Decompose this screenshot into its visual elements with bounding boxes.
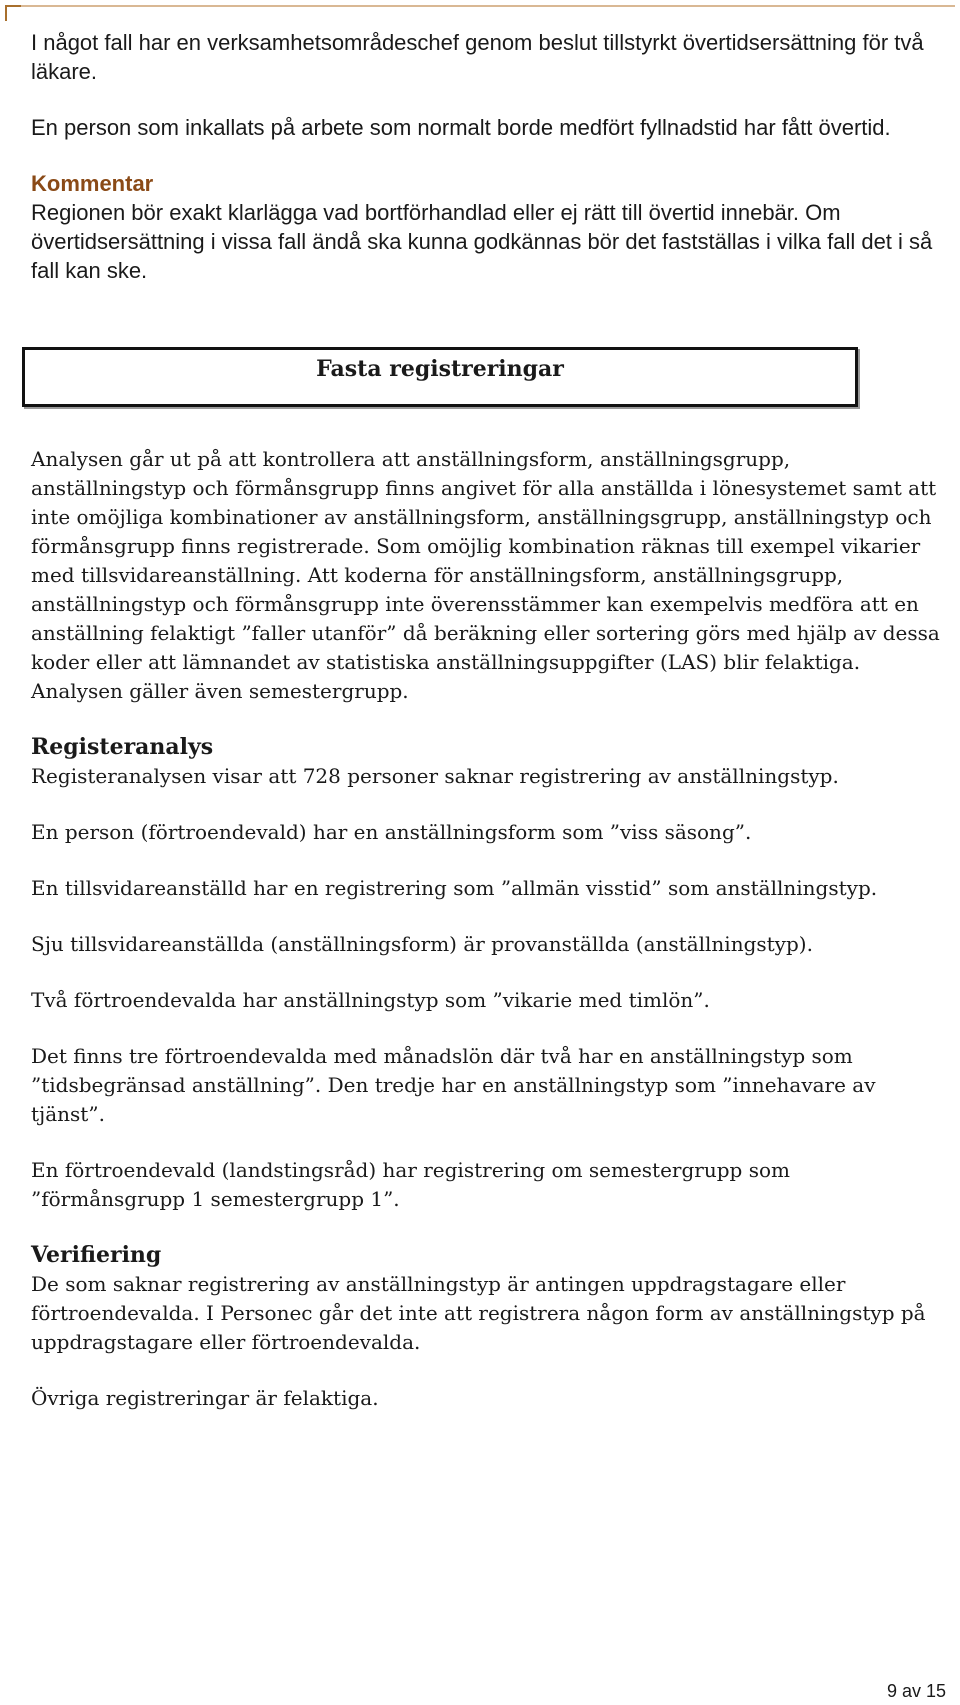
- intro-paragraph-1: I något fall har en verksamhetsområdeschef genom beslut tillstyrkt övertidsersättning för två läkare.: [31, 30, 924, 84]
- verifiering-body: De som saknar registrering av anställningstyp är antingen uppdragstagare eller förtroendevalda. I Personec går det inte att registrera någon form av anställningstyp på uppdragstagare eller förtroendevalda.: [31, 1272, 926, 1354]
- document-page: [31, 28, 943, 1440]
- registeranalys-body: Registeranalysen visar att 728 personer saknar registrering av anställningstyp.: [31, 764, 839, 788]
- registeranalys-item: Sju tillsvidareanställda (anställningsform) är provanställda (anställningstyp).: [31, 932, 813, 956]
- registeranalys-section: [31, 733, 943, 791]
- registeranalys-item: En person (förtroendevald) har en anställningsform som ”viss säsong”.: [31, 820, 752, 844]
- intro-paragraph-2: En person som inkallats på arbete som normalt borde medfört fyllnadstid har fått övertid.: [31, 115, 891, 140]
- kommentar-section: [31, 169, 943, 285]
- page-number: 9 av 15: [886, 1681, 946, 1701]
- corner-mark: [5, 5, 21, 21]
- top-rule: [5, 5, 955, 7]
- verifiering-heading: Verifiering: [31, 1242, 162, 1268]
- registeranalys-item: Två förtroendevalda har anställningstyp som ”vikarie med timlön”.: [31, 988, 710, 1012]
- kommentar-body: Regionen bör exakt klarlägga vad bortförhandlad eller ej rätt till övertid innebär. Om övertidsersättning i vissa fall ändå ska kunna godkännas bör det fastställas i vilka fall det i så fall kan ske.: [31, 200, 933, 283]
- section-title: Fasta registreringar: [316, 356, 564, 382]
- section-title-box: [22, 347, 858, 407]
- registeranalys-item: Det finns tre förtroendevalda med månadslön där två har en anställningstyp som ”tidsbegränsad anställning”. Den tredje har en anställningstyp som ”innehavare av tjänst”.: [31, 1044, 876, 1126]
- registeranalys-heading: Registeranalys: [31, 734, 214, 760]
- analysis-paragraph: Analysen går ut på att kontrollera att anställningsform, anställningsgrupp, anställningstyp och förmånsgrupp finns angivet för alla anställda i lönesystemet samt att inte omöjliga kombinationer av anställningsform, anställningsgrupp, anställningstyp och förmånsgrupp finns registrerade. Som omöjlig kombination räknas till exempel vikarier med tillsvidareanställning. Att koderna för anställningsform, anställningsgrupp, anställningstyp och förmånsgrupp inte överensstämmer kan exempelvis medföra att en anställning felaktigt ”faller utanför” då beräkning eller sortering görs med hjälp av dessa koder eller att lämnandet av statistiska anställningsuppgifter (LAS) blir felaktiga. Analysen gäller även semestergrupp.: [31, 447, 940, 703]
- registeranalys-item: En förtroendevald (landstingsråd) har registrering om semestergrupp som ”förmånsgrupp 1 semestergrupp 1”.: [31, 1158, 790, 1211]
- registeranalys-item: En tillsvidareanställd har en registrering som ”allmän visstid” som anställningstyp.: [31, 876, 878, 900]
- kommentar-heading: Kommentar: [31, 171, 154, 196]
- verifiering-section: [31, 1241, 943, 1357]
- verifiering-footer: Övriga registreringar är felaktiga.: [31, 1386, 379, 1410]
